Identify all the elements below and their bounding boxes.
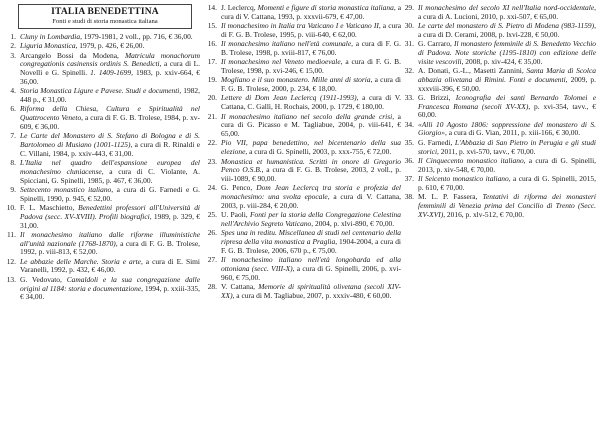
column-1 bbox=[4, 4, 200, 303]
series-subtitle: Fonti e studi di storia monastica italiana bbox=[52, 18, 158, 25]
entry-title: Lettere di Dom Jean Leclercq (1911-1993) bbox=[221, 93, 357, 103]
entry-details: , p. xvi-354, tavv., € 60,00. bbox=[418, 101, 596, 120]
entry-text bbox=[418, 175, 596, 193]
entry-details: M. L. P. Fassera, bbox=[418, 192, 483, 202]
catalog-entry bbox=[205, 40, 401, 58]
catalog-entry bbox=[205, 58, 401, 76]
catalog-entry bbox=[205, 229, 401, 255]
entry-text bbox=[221, 40, 401, 58]
entry-number: 30. bbox=[404, 21, 414, 31]
entry-details: G. Penco, bbox=[221, 183, 257, 193]
catalog-entry bbox=[402, 193, 596, 219]
catalog-entry bbox=[402, 175, 596, 193]
entry-title: Il monachesimo del secolo XI nell'Italia nord-occidentale bbox=[418, 3, 595, 12]
catalog-entry bbox=[205, 22, 401, 40]
entry-details: , 1904-2004, a cura di F. G. B. Trolese, 2006, 670 p., € 75,00. bbox=[221, 237, 401, 255]
entry-details: , a cura di F. G. B. Trolese, 1992, p. viii-813, € 52,00. bbox=[20, 238, 200, 257]
entry-title: Settecento monastico italiano bbox=[20, 184, 112, 194]
entry-title: Il monachesimo italiano nell'età longobarda ed alla ottoniana (secc. VIII-X) bbox=[221, 255, 401, 273]
entry-text bbox=[221, 256, 401, 282]
entry-text bbox=[221, 158, 401, 184]
entry-text bbox=[20, 159, 200, 185]
entry-title: Spes una in reditu. Miscellanea di studi nel centenario della ripresa della vita monastica a Praglia bbox=[221, 228, 401, 247]
entry-title: Matricula monachorum congregationis casinensis ordinis S. Benedicti bbox=[20, 50, 200, 69]
entry-number: 35. bbox=[404, 137, 414, 147]
entry-text bbox=[418, 139, 596, 157]
column-3 bbox=[402, 4, 596, 220]
entry-number: 2. bbox=[10, 41, 16, 51]
entry-details: G. Brizzi, bbox=[418, 92, 456, 102]
entry-details: , a cura di G. Picasso e M. Tagliabue, 2004, p. viii-641, € 65,00. bbox=[221, 111, 401, 139]
entry-details: , a cura di V. Cattana, C. Gallì, H. Rochais, 2000, p. 1729, € 180,00. bbox=[221, 93, 401, 112]
entry-details: , a cura di C. Violante, A. Spicciani, G. Spinelli, 1985, p. 467, € 36,00. bbox=[20, 166, 200, 185]
entry-number: 27. bbox=[207, 255, 217, 265]
entry-text bbox=[221, 184, 401, 210]
entry-title: Storia Monastica Ligure e Pavese. Studi e documenti bbox=[20, 86, 180, 96]
catalog-entry bbox=[4, 186, 200, 204]
catalog-entry bbox=[4, 276, 200, 302]
entry-text bbox=[418, 193, 596, 219]
entry-details: , 1989, p. 329, € 31,00. bbox=[20, 211, 200, 230]
entry-number: 17. bbox=[207, 57, 217, 67]
column-2 bbox=[205, 4, 401, 301]
entry-title: Il monastero femminile di S. Benedetto Vecchio di Padova. Note storiche (1195-1810) con edizione delle visite vescovili bbox=[418, 39, 596, 66]
entry-details: Arcangelo Bossi da Modena, bbox=[20, 50, 125, 60]
entry-title: L'Abbazia di San Pietro in Perugia e gli studi storici bbox=[418, 137, 596, 156]
catalog-entry bbox=[4, 87, 200, 105]
entry-text bbox=[221, 4, 401, 22]
entry-title: «Alli 10 Agosto 1806: soppressione del monastero di S. Giorgio» bbox=[418, 119, 596, 138]
entry-details: F. L. Maschietto, bbox=[20, 203, 79, 212]
entry-text bbox=[20, 105, 200, 131]
entry-text bbox=[418, 4, 596, 22]
entry-details: , a cura di L. Novelli e G. Spinelli. bbox=[20, 59, 200, 78]
series-title: ITALIA BENEDETTINA bbox=[51, 7, 159, 17]
catalog-entry bbox=[205, 158, 401, 184]
entry-title: Le abbazie delle Marche. Storia e arte bbox=[20, 256, 141, 266]
entry-details: , a cura di M. Tagliabue, 2007, p. xxxiv-480, € 60,00. bbox=[232, 290, 392, 300]
entry-number: 19. bbox=[207, 75, 217, 85]
entry-details: , 2008, p. xiv-424, € 35,00. bbox=[461, 56, 543, 66]
entry-number: 36. bbox=[404, 155, 414, 165]
entry-number: 25. bbox=[207, 210, 217, 220]
catalog-entry bbox=[402, 121, 596, 139]
entry-details: J. Leclercq, bbox=[221, 3, 258, 12]
entry-details: , a cura di G. Spinelli, 2013, p. xiv-548, € 70,00. bbox=[418, 155, 596, 174]
entry-title: Fonti per la storia della Congregazione Celestina nell'Archivio Segreto Vaticano bbox=[221, 210, 401, 228]
series-header bbox=[18, 4, 192, 29]
entry-title: Pio VII, papa benedettino, nel bicentenario della sua elezione bbox=[221, 138, 401, 157]
catalog-entry bbox=[402, 94, 596, 120]
entry-details: , a cura di G. Farnedi e G. Spinelli, 1990, p. 945, € 52,00. bbox=[20, 184, 200, 203]
entry-number: 7. bbox=[10, 131, 16, 141]
catalog-entry bbox=[4, 52, 200, 87]
entry-number: 15. bbox=[207, 21, 217, 31]
entry-text bbox=[221, 139, 401, 157]
entry-text bbox=[418, 22, 596, 40]
entry-details: , a cura di F. G. B. Trolese, 2003, 2 voll., p. viii-1089, € 90,00. bbox=[221, 165, 401, 183]
entry-text bbox=[418, 40, 596, 66]
entry-text bbox=[20, 258, 200, 276]
entry-details: , 1979, p. 426, € 26,00. bbox=[75, 41, 145, 51]
entry-title: Dom Jean Leclercq tra storia e profezia del monachesimo: una svolta epocale bbox=[221, 183, 401, 202]
entry-number: 16. bbox=[207, 39, 217, 49]
entry-text bbox=[20, 204, 200, 230]
catalog-entry bbox=[205, 256, 401, 282]
entry-details: , a cura di V. Cattana, 1993, p. xxxvii-679, € 47,00. bbox=[221, 3, 402, 21]
entry-number: 24. bbox=[207, 183, 217, 193]
entry-title: Benedettini professori all'Università di Padova (secc. XV-XVIII). Profili biografici bbox=[20, 203, 200, 221]
entry-text bbox=[20, 276, 200, 302]
entry-title: Il monachesimo italiano dalle riforme illuministiche all'unità nazionale (1768-1870) bbox=[20, 229, 200, 248]
entry-details: G. Vedovato, bbox=[20, 274, 67, 284]
entry-title: Il Cinquecento monastico italiano bbox=[418, 155, 524, 165]
entry-text bbox=[418, 157, 596, 175]
entry-text bbox=[221, 22, 401, 40]
entry-details: G. Carraro, bbox=[418, 39, 455, 49]
entry-title: Le carte del monastero di S. Pietro di Modena (983-1159) bbox=[418, 21, 595, 31]
entry-text bbox=[221, 76, 401, 94]
catalog-entry bbox=[4, 132, 200, 158]
entry-details: , a cura di E. Simi Varanelli, 1992, p. 432, € 46,00. bbox=[20, 256, 200, 275]
catalog-entry bbox=[4, 105, 200, 131]
entry-text bbox=[221, 94, 401, 112]
catalog-entry bbox=[4, 159, 200, 185]
entry-text bbox=[418, 67, 596, 93]
catalog-entry bbox=[402, 4, 596, 22]
entry-title: Il monachesimo nel Veneto medioevale bbox=[221, 57, 341, 67]
entry-number: 10. bbox=[6, 203, 16, 212]
entry-title: Riforma della Chiesa, Cultura e Spiritualità nel Quattrocento Veneto bbox=[20, 104, 200, 123]
entry-text bbox=[20, 186, 200, 204]
entry-title: Liguria Monastica bbox=[20, 41, 76, 51]
entry-details: , 2009, p. xxxviii-396, € 50,00. bbox=[418, 74, 597, 93]
catalog-entry bbox=[402, 40, 596, 66]
entry-details: , a cura di G. Spinelli, 2003, p. xxx-755, € 72,00. bbox=[245, 147, 392, 157]
entry-details: , a cura di G. Spinelli, 2015, p. 610, € 70,00. bbox=[418, 174, 596, 192]
entry-details: G. Farnedi, bbox=[418, 137, 455, 147]
entry-number: 11. bbox=[6, 229, 16, 239]
catalog-entry bbox=[4, 231, 200, 257]
entry-number: 21. bbox=[207, 111, 217, 121]
entry-number: 6. bbox=[10, 104, 16, 114]
entry-details: , a cura di F. G. B. Trolese, 1995, p. viii-640, € 62,00. bbox=[221, 21, 401, 39]
entry-number: 13. bbox=[6, 274, 16, 284]
catalog-entry bbox=[4, 204, 200, 230]
entry-title: Iconografia dei santi Bernardo Tolomei e Francesca Romana (secoli XV-XX) bbox=[418, 92, 596, 111]
entry-text bbox=[221, 283, 401, 301]
entry-details: , 2011, p. xvi-570, tavv., € 70,00. bbox=[437, 146, 536, 156]
catalog-entry bbox=[205, 76, 401, 94]
entry-number: 33. bbox=[404, 92, 414, 102]
entry-number: 32. bbox=[404, 66, 414, 76]
entry-number: 14. bbox=[207, 3, 217, 12]
catalog-entry bbox=[402, 139, 596, 157]
catalog-entry bbox=[4, 258, 200, 276]
catalog-entry bbox=[205, 184, 401, 210]
entry-text bbox=[20, 231, 200, 257]
entry-text bbox=[20, 52, 200, 87]
entry-title: Il monachesimo italiano nel secolo della grande crisi bbox=[221, 111, 393, 121]
entry-details: , a cura di R. Rinaldi e C. Villani, 1984, p. xxiv-443, € 31,00. bbox=[20, 139, 200, 158]
entry-number: 20. bbox=[207, 93, 217, 103]
entry-details: , 1994, p. xxiii-335, € 34,00. bbox=[20, 283, 201, 302]
entry-number: 37. bbox=[404, 174, 414, 183]
entry-details: , a cura di D. Cerami, 2008, p. lxvi-228, € 50,00. bbox=[418, 21, 596, 39]
entry-details: U. Paoli, bbox=[221, 210, 250, 220]
entry-text bbox=[418, 94, 596, 120]
entry-number: 4. bbox=[10, 86, 16, 96]
entry-details: , 1979-1981, 2 voll., pp. 716, € 36,00. bbox=[80, 32, 193, 41]
entry-title: Le Carte del Monastero di S. Stefano di Bologna e di S. Bartolomeo di Musiano (1001-1125) bbox=[20, 131, 200, 149]
entry-details: , 2004, p. xlvi-890, € 70,00. bbox=[311, 218, 395, 228]
entry-text bbox=[221, 211, 401, 229]
catalog-entry bbox=[402, 157, 596, 175]
entry-details: , 1982, 448 p., € 31,00. bbox=[20, 86, 200, 105]
entry-title: Momenti e figure di storia monastica italiana bbox=[257, 3, 394, 12]
entry-details: , a cura di V. Cattana, 2003, p. viii-284, € 20,00. bbox=[221, 192, 401, 210]
entry-number: 22. bbox=[207, 138, 217, 148]
entry-title: Tentativi di riforma dei monasteri femminili di Venezia prima del Concilio di Trento (Secc. XV-XVI) bbox=[418, 192, 596, 219]
entry-text bbox=[20, 132, 200, 158]
entry-details: , a cura di F. G. B. Trolese, 2000, p. 234, € 18,00. bbox=[221, 75, 401, 94]
entry-details: , a cura di G. Spinelli, 2006, p. xvi-960, € 75,00. bbox=[221, 263, 401, 282]
entry-title: Camaldoli e la sua congregazione dalle origini al 1184: storia e documentazione bbox=[20, 274, 200, 293]
catalog-entry bbox=[205, 283, 401, 301]
catalog-entry bbox=[402, 22, 596, 40]
entry-title: Santa Maria di Scolca abbazia olivetana di Rimini. Fonti e documenti bbox=[418, 66, 596, 84]
entry-text bbox=[418, 121, 596, 139]
entry-title: Cluny in Lombardia bbox=[20, 32, 81, 41]
entry-details: , a cura di F. G. B. Trolese, 1998, p. xviii-817, € 76,00. bbox=[221, 39, 402, 57]
catalog-entry bbox=[205, 4, 401, 22]
entry-text bbox=[221, 229, 401, 255]
entry-details: , a cura di G. Vian, 2011, p. xiii-166, € 30,00. bbox=[445, 128, 581, 138]
entry-title: Il monachesimo in Italia tra Vaticano I e Vaticano II bbox=[221, 21, 379, 31]
entry-number: 3. bbox=[10, 50, 16, 60]
entry-number: 9. bbox=[10, 184, 16, 194]
entry-title: Il Seicento monastico italiano bbox=[418, 174, 509, 183]
entry-details: V. Cattana, bbox=[221, 281, 259, 291]
entry-text bbox=[221, 58, 401, 76]
entry-number: 28. bbox=[207, 281, 217, 291]
entry-number: 12. bbox=[6, 256, 16, 266]
entry-details: , a cura di A. Lucioni, 2010, p. xxi-507, € 65,00. bbox=[418, 3, 596, 21]
entry-title: Mogliano e il suo monastero. Mille anni di storia bbox=[221, 75, 371, 85]
entry-title: Memorie di spiritualità olivetana (secoli XIV-XX) bbox=[221, 281, 401, 300]
entry-text bbox=[20, 87, 200, 105]
entry-details: , 2016, p. xlv-512, € 70,00. bbox=[443, 209, 524, 219]
entry-title: Monastica et humanistica. Scritti in onore di Gregorio Penco O.S.B. bbox=[221, 156, 401, 175]
entry-number: 8. bbox=[10, 158, 16, 168]
catalog-entry bbox=[205, 94, 401, 112]
entry-title: 1. 1409-1699 bbox=[90, 68, 132, 78]
entry-number: 29. bbox=[404, 3, 414, 12]
entry-details: , 1983, p. xxiv-664, € 36,00. bbox=[20, 68, 200, 86]
entry-number: 1. bbox=[10, 32, 16, 41]
entry-number: 26. bbox=[207, 228, 217, 238]
catalog-entry bbox=[402, 67, 596, 93]
catalog-entry bbox=[205, 139, 401, 157]
catalog-entry bbox=[205, 211, 401, 229]
entry-number: 38. bbox=[404, 192, 414, 202]
entry-number: 23. bbox=[207, 156, 217, 166]
catalog-entry bbox=[205, 113, 401, 139]
entry-number: 31. bbox=[404, 39, 414, 49]
entry-text bbox=[221, 113, 401, 139]
entry-number: 34. bbox=[404, 119, 414, 129]
entry-title: L'Italia nel quadro dell'espansione europea del monachesimo cluniacense bbox=[20, 158, 200, 176]
entry-details: A. Donati, G.-L., Masetti Zannini, bbox=[418, 66, 527, 76]
entry-details: , a cura di F. G. B. Trolese, 1984, p. xv-609, € 36,00. bbox=[20, 113, 200, 131]
entry-title: Il monachesimo italiano nell'età comunale bbox=[221, 39, 352, 49]
entry-details: , a cura di F. G. B. Trolese, 1998, p. xvi-246, € 15,00. bbox=[221, 57, 401, 76]
